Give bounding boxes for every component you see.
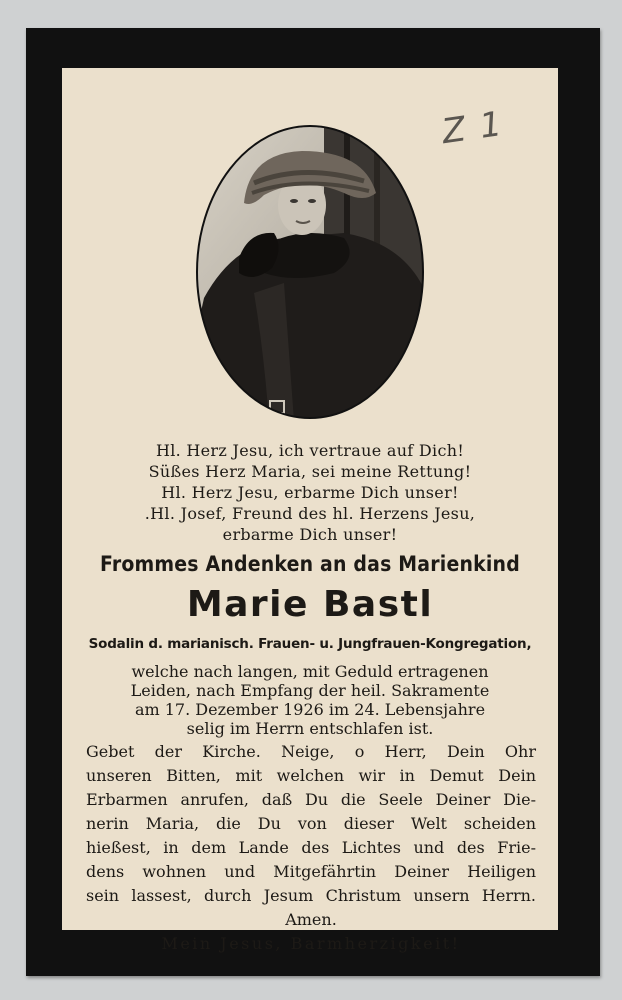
prayer-lines — [62, 440, 558, 545]
prayer-line: Süßes Herz Maria, sei meine Rettung! — [148, 462, 472, 481]
memorial-heading: Frommes Andenken an das Marienkind — [100, 552, 520, 576]
prayer-text-line: hießest, in dem Lande des Lichtes und des Frie- — [86, 838, 536, 857]
deceased-name: Marie Bastl — [186, 584, 434, 625]
notice-line: welche nach langen, mit Geduld ertragenen — [131, 662, 489, 681]
amen-line: Amen. — [285, 910, 337, 929]
congregation-subtitle: Sodalin d. marianisch. Frauen- u. Jungfrauen-Kongregation, — [88, 636, 532, 652]
notice-line: am 17. Dezember 1926 im 24. Lebensjahre — [134, 700, 486, 719]
prayer-text-line: nerin Maria, die Du von dieser Welt scheiden — [86, 814, 536, 833]
prayer-line: erbarme Dich unser! — [222, 525, 398, 544]
memorial-card — [26, 28, 600, 976]
card-paper — [62, 68, 558, 953]
death-notice — [62, 662, 558, 738]
prayer-text-line: Erbarmen anrufen, daß Du die Seele Deiner Die- — [86, 790, 536, 809]
notice-line: Leiden, nach Empfang der heil. Sakramente — [130, 681, 490, 700]
prayer-line: Hl. Herz Jesu, ich vertraue auf Dich! — [155, 441, 465, 460]
handwritten-note: Z 1 — [439, 103, 507, 153]
closing-line: Mein Jesus, Barmherzigkeit! — [161, 934, 461, 953]
prayer-text-line: dens wohnen und Mitgefährtin Deiner Heiligen — [86, 862, 536, 881]
prayer-text-line: unseren Bitten, mit welchen wir in Demut Dein — [86, 766, 536, 785]
portrait-photo — [194, 123, 426, 421]
prayer-line: .Hl. Josef, Freund des hl. Herzens Jesu, — [144, 504, 476, 523]
church-prayer — [86, 740, 536, 956]
notice-line: selig im Herrn entschlafen ist. — [186, 719, 434, 738]
prayer-line: Hl. Herz Jesu, erbarme Dich unser! — [161, 483, 459, 502]
prayer-text-line: Gebet der Kirche. Neige, o Herr, Dein Ohr — [86, 742, 536, 761]
prayer-text-line: sein lassest, durch Jesum Christum unsern Herrn. — [86, 886, 536, 905]
